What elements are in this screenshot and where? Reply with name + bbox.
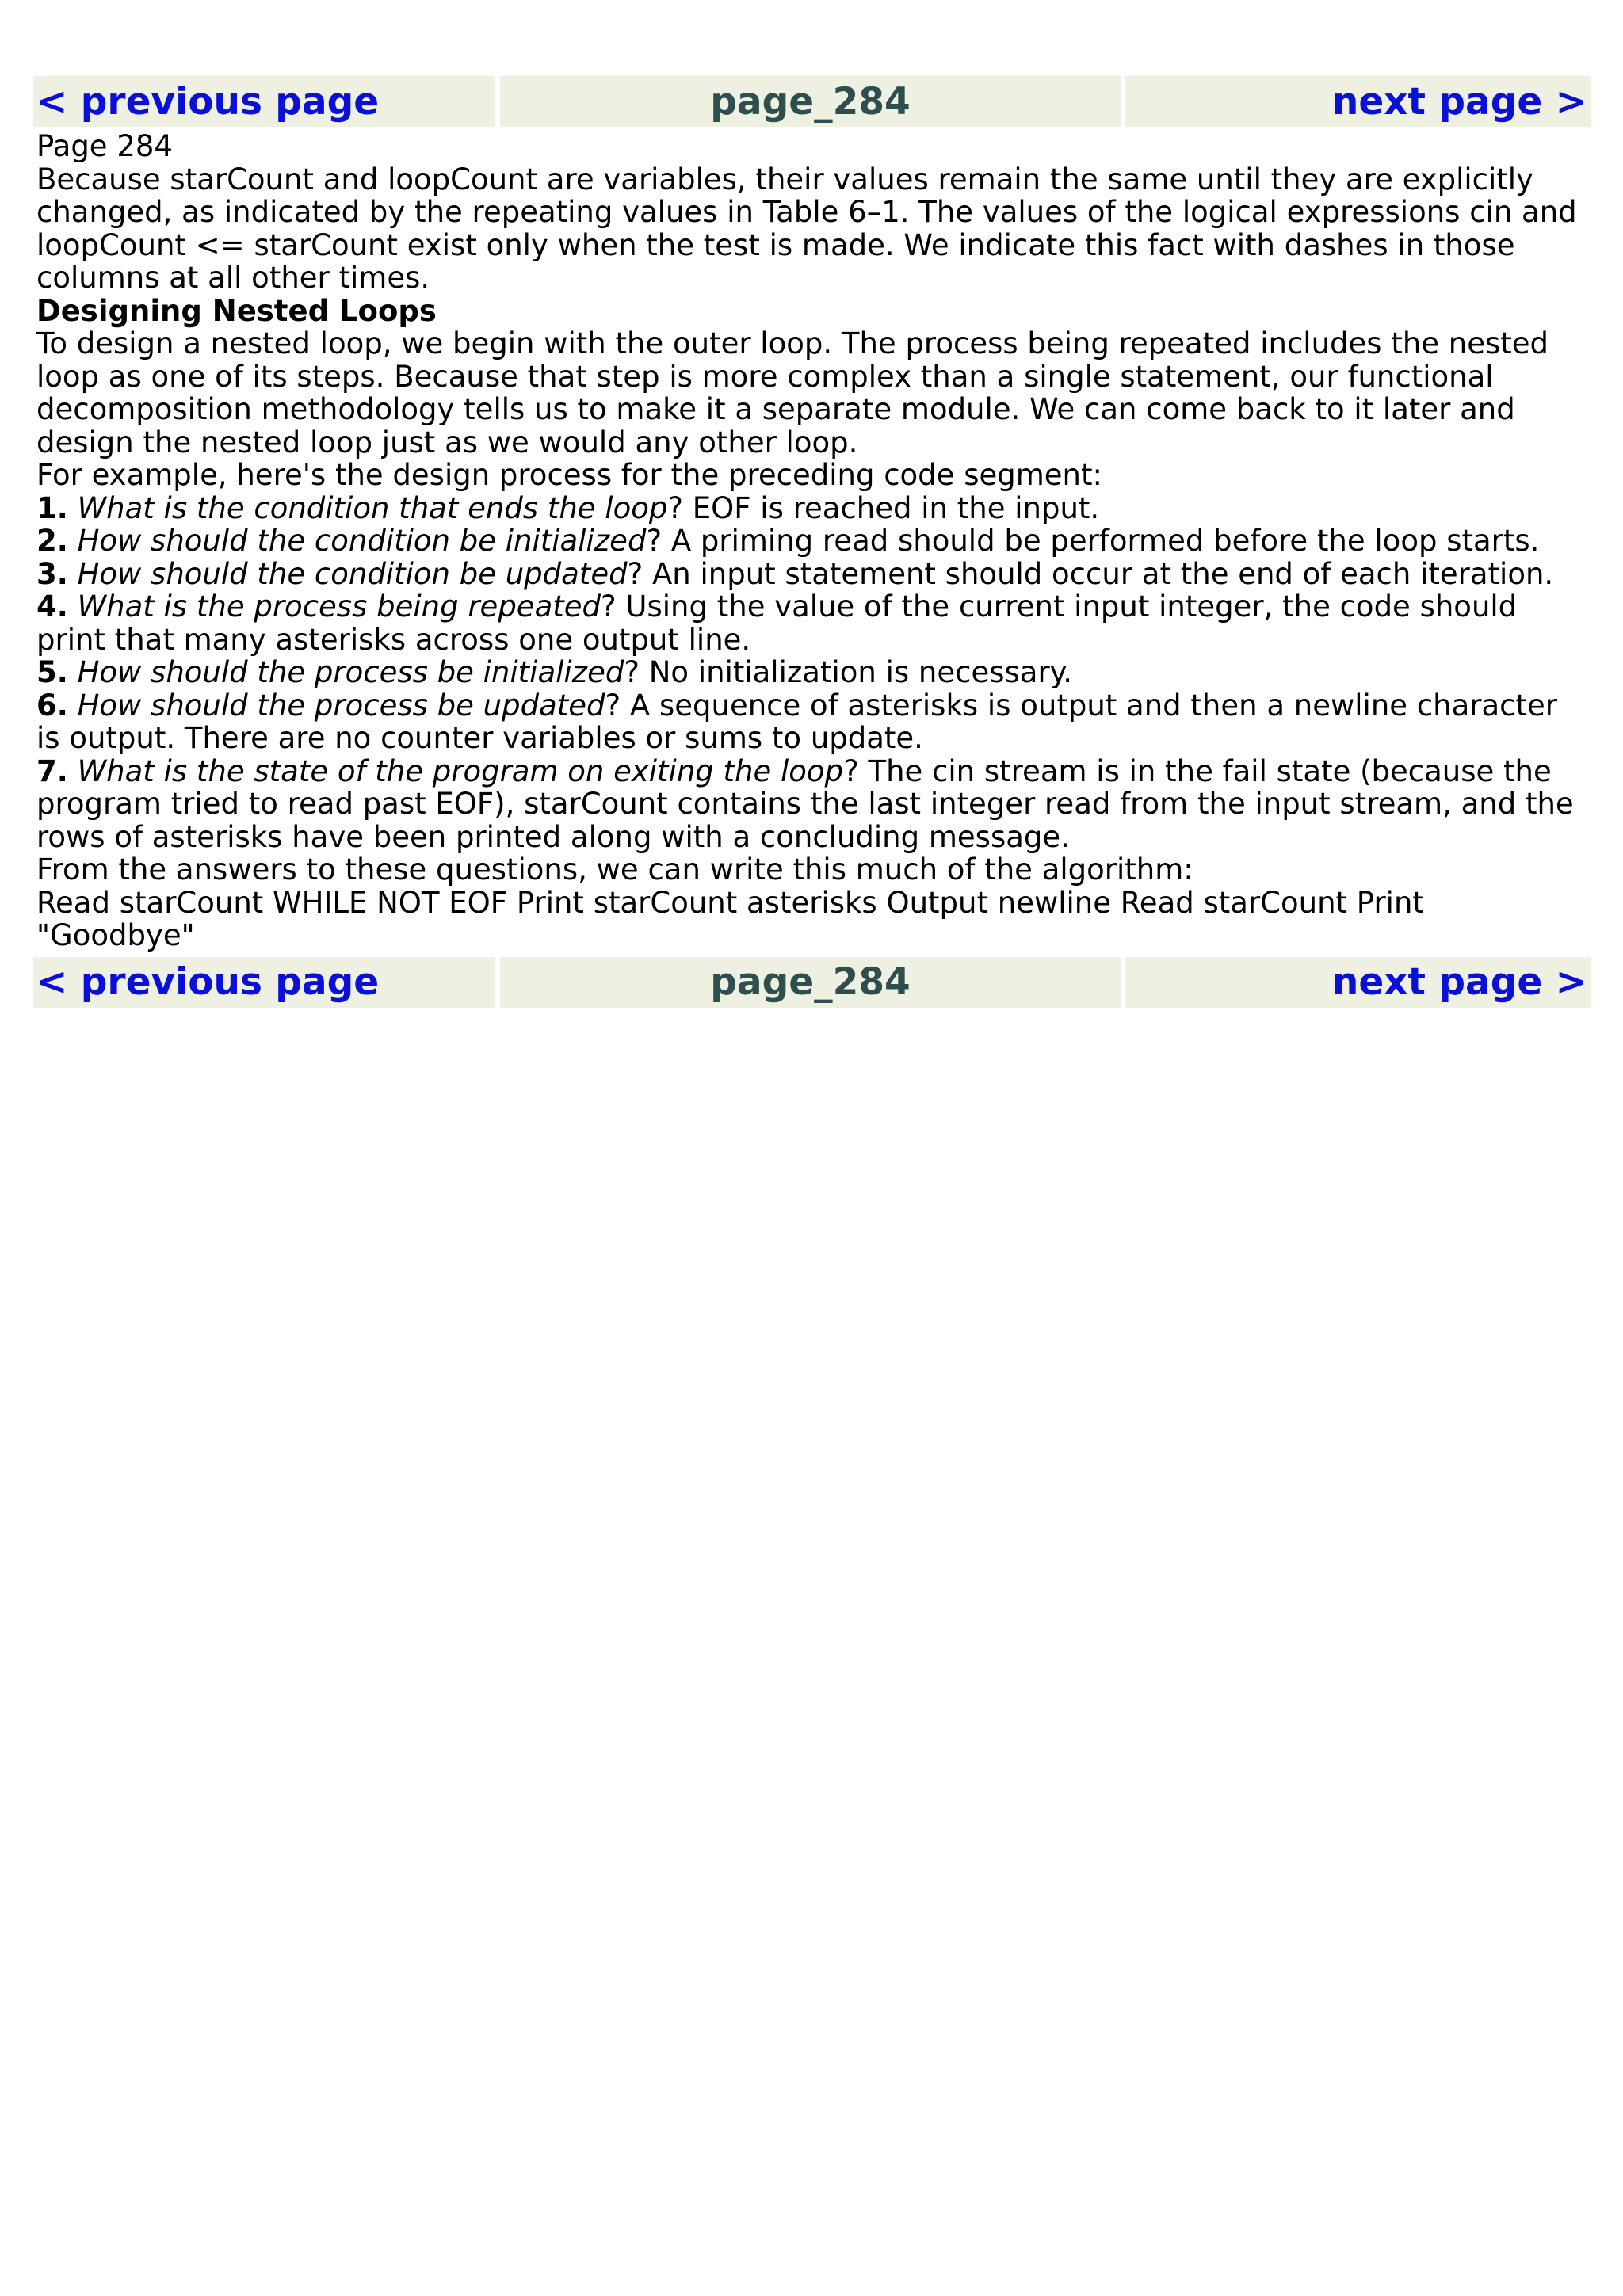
question-number: 4.	[36, 589, 68, 624]
intro-paragraph: Because starCount and loopCount are variables, their values remain the same until they are explicitly changed, as indicated by the repeating values in Table 6–1. The values of the logical expressions cin and loopCount <= starCount exist only when the test is made. We indicate this fact with dashes in those columns at all other times.	[36, 162, 1577, 295]
question-answer: ? A priming read should be performed before the loop starts.	[646, 524, 1540, 558]
section-heading: Designing Nested Loops	[36, 293, 437, 328]
example-intro: For example, here's the design process for the preceding code segment:	[36, 458, 1102, 492]
question-item-4	[36, 590, 1588, 656]
question-text: What is the condition that ends the loop	[77, 490, 668, 525]
top-navigation-bar	[33, 76, 1591, 127]
page-number: Page 284	[36, 129, 173, 163]
question-number: 5.	[36, 655, 68, 689]
page-label: page_284	[500, 76, 1121, 127]
question-item-1	[36, 492, 1588, 525]
question-item-2	[36, 524, 1588, 558]
bottom-navigation-bar	[33, 957, 1591, 1008]
question-text: What is the process being repeated	[77, 589, 601, 624]
algorithm-intro: From the answers to these questions, we can write this much of the algorithm:	[36, 852, 1193, 887]
question-number: 3.	[36, 556, 68, 591]
question-text: How should the condition be initialized	[77, 524, 647, 558]
question-item-7	[36, 755, 1588, 854]
question-answer: ? A sequence of asterisks is output and then a newline character is output. There are no counter variables or sums to update.	[36, 688, 1557, 755]
question-text: How should the condition be updated	[77, 556, 628, 591]
question-text: How should the process be initialized	[77, 655, 624, 689]
previous-page-link[interactable]: < previous page	[33, 957, 495, 1008]
question-number: 1.	[36, 490, 68, 525]
question-number: 7.	[36, 753, 68, 788]
design-paragraph: To design a nested loop, we begin with the outer loop. The process being repeated includes the nested loop as one of its steps. Because that step is more complex than a single statement, our functional decomposition methodology tells us to make it a separate module. We can come back to it later and design the nested loop just as we would any other loop.	[36, 326, 1549, 460]
question-text: What is the state of the program on exiting the loop	[77, 753, 844, 788]
question-answer: ? Using the value of the current input integer, the code should print that many asterisks across one output line.	[36, 589, 1518, 657]
question-number: 6.	[36, 688, 68, 723]
page-label: page_284	[500, 957, 1121, 1008]
question-item-6	[36, 689, 1588, 755]
question-answer: ? An input statement should occur at the end of each iteration.	[627, 556, 1554, 591]
question-item-3	[36, 558, 1588, 591]
question-answer: ? EOF is reached in the input.	[667, 490, 1100, 525]
page-content	[33, 127, 1591, 955]
next-page-link[interactable]: next page >	[1125, 957, 1591, 1008]
question-answer: ? The cin stream is in the fail state (because the program tried to read past EOF), starCount contains the last integer read from the input stream, and the rows of asterisks have been printed along with a concluding message.	[36, 753, 1574, 854]
question-text: How should the process be updated	[77, 688, 605, 723]
algorithm-text: Read starCount WHILE NOT EOF Print starCount asterisks Output newline Read starCount Print "Goodbye"	[36, 885, 1424, 952]
page	[33, 76, 1591, 1008]
question-answer: ? No initialization is necessary.	[624, 655, 1073, 689]
previous-page-link[interactable]: < previous page	[33, 76, 495, 127]
question-item-5	[36, 656, 1588, 689]
question-number: 2.	[36, 524, 68, 558]
next-page-link[interactable]: next page >	[1125, 76, 1591, 127]
